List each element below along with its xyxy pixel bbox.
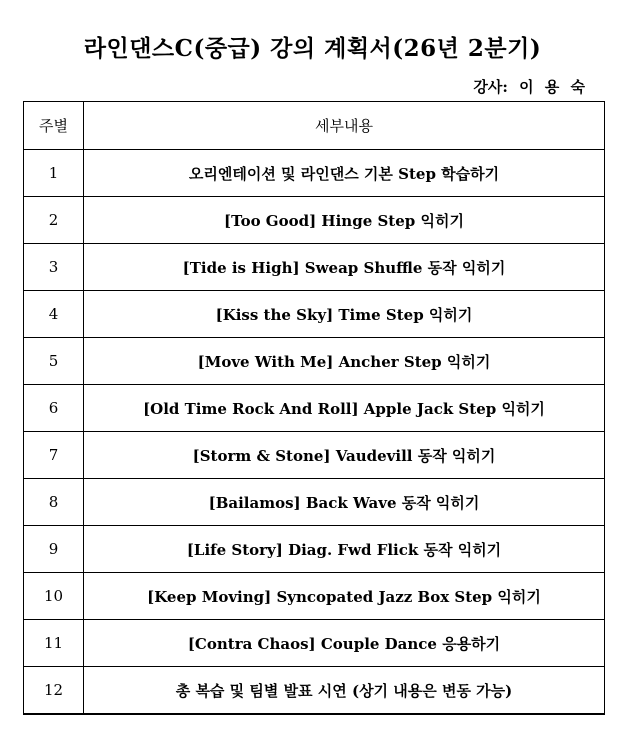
week-number: 5: [24, 338, 84, 385]
week-number: 10: [24, 573, 84, 620]
week-number: 4: [24, 291, 84, 338]
lesson-content: [Life Story] Diag. Fwd Flick 동작 익히기: [84, 526, 605, 573]
lesson-plan-table: [23, 101, 605, 715]
table-row: [24, 432, 605, 479]
week-number: 1: [24, 150, 84, 197]
table-row: [24, 291, 605, 338]
table-row: [24, 479, 605, 526]
header-content: 세부내용: [84, 102, 605, 150]
week-number: 9: [24, 526, 84, 573]
table-row: [24, 338, 605, 385]
table-row: [24, 620, 605, 667]
lesson-content: [Storm & Stone] Vaudevill 동작 익히기: [84, 432, 605, 479]
lesson-content: 오리엔테이션 및 라인댄스 기본 Step 학습하기: [84, 150, 605, 197]
document-title: 라인댄스C(중급) 강의 계획서(26년 2분기): [83, 35, 542, 62]
week-number: 8: [24, 479, 84, 526]
lesson-content: [Old Time Rock And Roll] Apple Jack Step 익히기: [84, 385, 605, 432]
table-row: [24, 150, 605, 197]
lesson-content: [Kiss the Sky] Time Step 익히기: [84, 291, 605, 338]
header-week: 주별: [24, 102, 84, 150]
lesson-content: [Move With Me] Ancher Step 익히기: [84, 338, 605, 385]
week-number: 3: [24, 244, 84, 291]
lesson-content: [Contra Chaos] Couple Dance 응용하기: [84, 620, 605, 667]
table-row: [24, 526, 605, 573]
table-row: [24, 385, 605, 432]
lesson-content: [Bailamos] Back Wave 동작 익히기: [84, 479, 605, 526]
table-row: [24, 244, 605, 291]
table-row: [24, 667, 605, 715]
table-row: [24, 573, 605, 620]
week-number: 7: [24, 432, 84, 479]
week-number: 11: [24, 620, 84, 667]
week-number: 2: [24, 197, 84, 244]
instructor-name: 강사: 이 용 숙: [473, 78, 585, 96]
lesson-content: 총 복습 및 팀별 발표 시연 (상기 내용은 변동 가능): [84, 667, 605, 715]
table-row: [24, 197, 605, 244]
week-number: 12: [24, 667, 84, 715]
week-number: 6: [24, 385, 84, 432]
lesson-content: [Keep Moving] Syncopated Jazz Box Step 익히기: [84, 573, 605, 620]
lesson-content: [Tide is High] Sweap Shuffle 동작 익히기: [84, 244, 605, 291]
table-header-row: [24, 102, 605, 150]
lesson-content: [Too Good] Hinge Step 익히기: [84, 197, 605, 244]
